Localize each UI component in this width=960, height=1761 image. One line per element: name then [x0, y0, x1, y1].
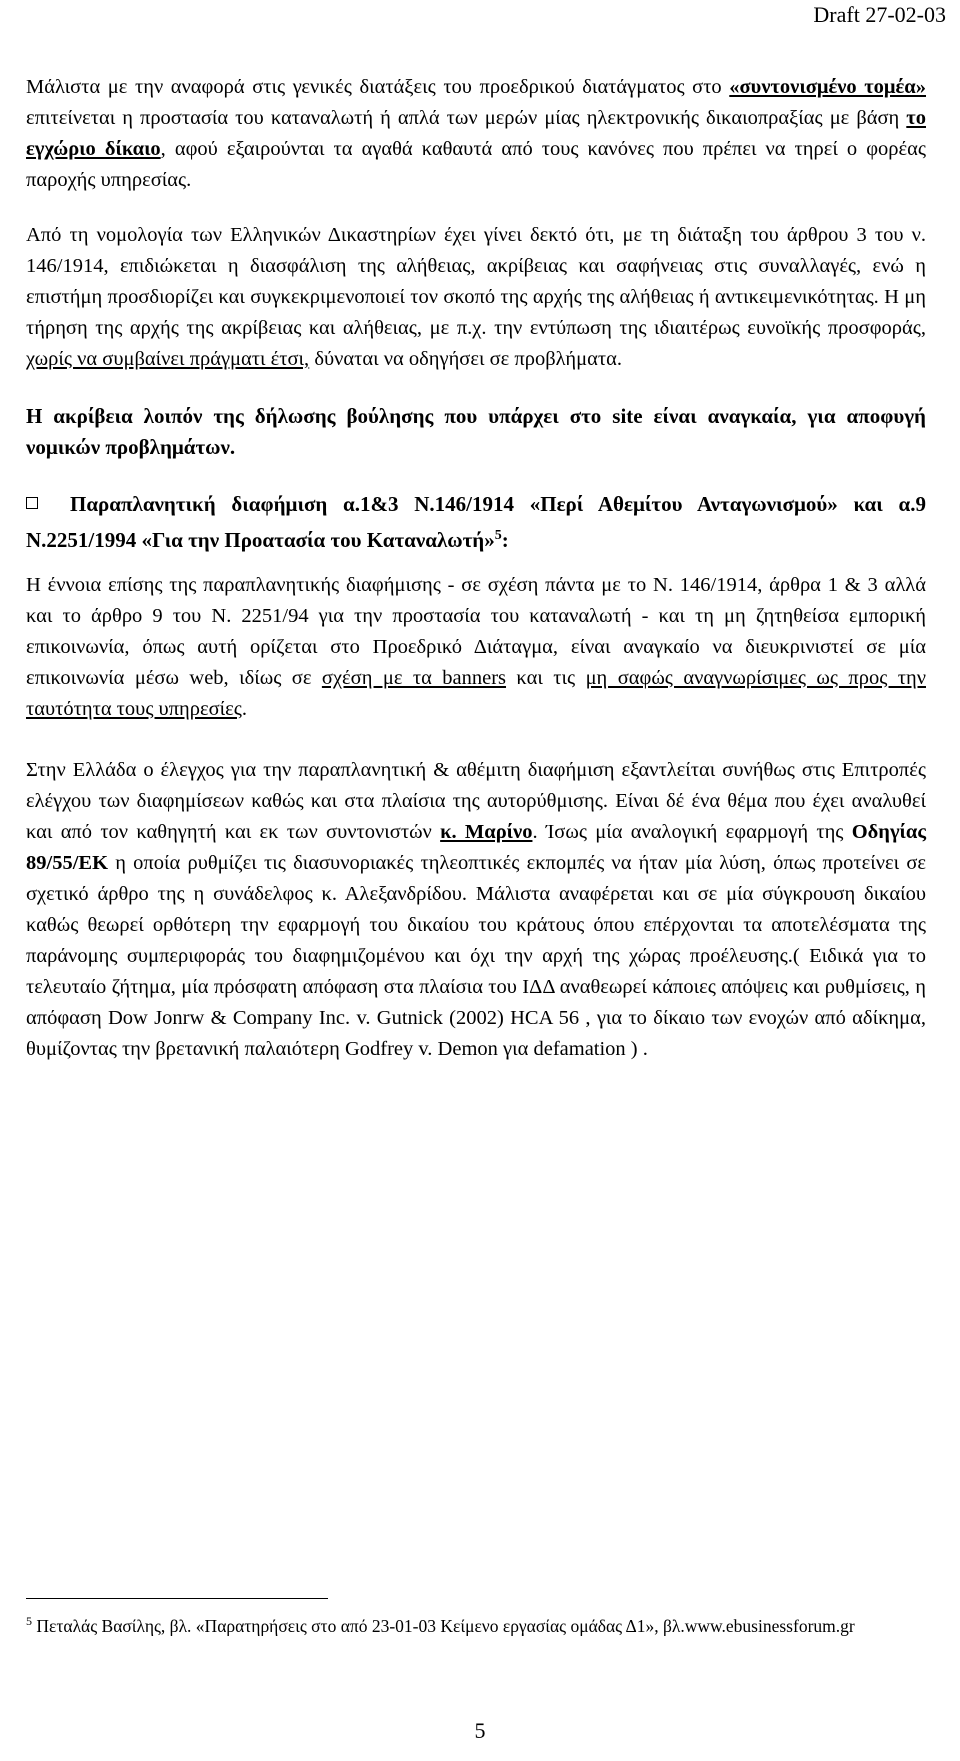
footnote-separator [26, 1598, 328, 1599]
draft-header: Draft 27-02-03 [813, 2, 946, 27]
p1-text-e: , αφού εξαιρούνται τα αγαθά καθαυτά από τους κανόνες που πρέπει να τηρεί ο φορέας παροχής υπηρεσίας. [26, 138, 926, 191]
checkbox-bullet-icon [26, 497, 38, 509]
bullet-heading-tail: : [501, 528, 509, 552]
paragraph-greece-control [26, 755, 926, 1065]
bullet-misleading-advertising [26, 489, 926, 556]
directive-name: Οδηγίας 89/55/ΕΚ [26, 821, 926, 874]
p2-underlined-phrase: χωρίς να συμβαίνει πράγματι έτσι, [26, 348, 310, 370]
page-number: 5 [474, 1718, 486, 1743]
paragraph-accuracy-statement: Η ακρίβεια λοιπόν της δήλωσης βούλησης που υπάρχει στο site είναι αναγκαία, για αποφυγή νομικών προβλημάτων. [26, 404, 926, 459]
p2-text-c: δύναται να οδηγήσει σε προβλήματα. [309, 348, 622, 370]
banners-phrase: σχέση με τα banners [321, 667, 507, 689]
footnote-number: 5 [26, 1614, 32, 1628]
p1-text-c: επιτείνεται η προστασία του καταναλωτή ή απλά των μερών μίας ηλεκτρονικής δικαιοπραξίας με βάση [26, 107, 907, 129]
p5-text-c: . Ίσως μία αναλογική εφαρμογή της [532, 821, 852, 843]
p2-text-a: Από τη νομολογία των Ελληνικών Δικαστηρίων έχει γίνει δεκτό ότι, με τη διάταξη του άρθρου 3 του ν. 146/1914, επιδιώκεται η διασφάλιση της αλήθειας, ακρίβειας και σαφήνειας στις συναλλαγές, ενώ η επιστήμη προσδιορίζει και συγκεκριμενοποιεί τον σκοπό της αρχής της αλήθειας ή αντικειμενικότητας. Η μη τήρηση της αρχής της ακρίβειας και αλήθειας, με π.χ. την εντύπωση της ιδιαιτέρως ευνοϊκής προσφοράς, [26, 224, 926, 339]
bullet-heading [26, 489, 926, 556]
footnote-reference: 5 [494, 528, 502, 543]
body-text [26, 72, 926, 1065]
coordinated-field-term: «συντονισμένο τομέα» [729, 76, 926, 98]
p1-text-a: Μάλιστα με την αναφορά στις γενικές διατάξεις του προεδρικού διατάγματος στο [26, 76, 730, 98]
p5-text-e: η οποία ρυθμίζει τις διασυνοριακές τηλεοπτικές εκπομπές να ήταν μία λύση, όπως προτείνει σε σχετικό άρθρο της η συνάδελφος κ. Αλεξανδρίδου. Μάλιστα αναφέρεται και σε μία σύγκρουση δικαίου καθώς θεωρεί ορθότερη την εφαρμογή του δικαίου του κράτους όπου επέρχονται τα αποτελέσματα της παράνομης συμπεριφοράς του διαφημιζομένου και όχι την αρχή της χώρας προέλευσης.( Ειδικά για το τελευταίο ζήτημα, μία πρόσφατη απόφαση στα πλαίσια του ΙΔΔ αναθεωρεί κάποιες απόψεις και ρυθμίσεις, η απόφαση Dow Jonrw & Company Inc. v. Gutnick (2002) HCA 56 , για το δίκαιο των ενοχών από αδίκημα, θυμίζοντας την βρετανική παλαιότερη Godfrey v. Demon για defamation ) . [26, 852, 926, 1060]
p4-text-c: και τις [506, 667, 586, 689]
p4-text-a: Η έννοια επίσης της παραπλανητικής διαφήμισης - σε σχέση πάντα με το Ν. 146/1914, άρθρα 1 & 3 αλλά και το άρθρο 9 του Ν. 2251/94 για την προστασία του καταναλωτή - και τη μη ζητηθείσα εμπορική επικοινωνία, όπως αυτή ορίζεται στο Προεδρικό Διάταγμα, είναι αναγκαίο να διευκρινιστεί σε μία επικοινωνία μέσω web, ιδίως σε [26, 574, 926, 689]
paragraph-coordinated-field [26, 72, 926, 196]
p4-text-e: . [241, 698, 248, 720]
domestic-law-term: το εγχώριο δίκαιο [26, 107, 926, 160]
marinos-name: κ. Μαρίνο [440, 821, 533, 843]
bullet-heading-text: Παραπλανητική διαφήμιση α.1&3 Ν.146/1914 «Περί Αθεμίτου Ανταγωνισμού» και α.9 Ν.2251/1994 «Για την Προατασία του Καταναλωτή» [26, 492, 926, 552]
p5-text-a: Στην Ελλάδα ο έλεγχος για την παραπλανητική & αθέμιτη διαφήμιση εξαντλείται συνήθως στις Επιτροπές ελέγχου των διαφημίσεων καθώς και στα πλαίσια της αυτορύθμισης. Είναι δέ ένα θέμα που έχει αναλυθεί και από τον καθηγητή και εκ των συντονιστών [26, 759, 926, 843]
paragraph-case-law [26, 220, 926, 375]
footnote [26, 1608, 926, 1639]
paragraph-misleading-advertising [26, 570, 926, 725]
services-identity-phrase: μη σαφώς αναγνωρίσιμες ως προς την ταυτότητα τους υπηρεσίες [26, 667, 926, 720]
footnote-text: Πεταλάς Βασίλης, βλ. «Παρατηρήσεις στο από 23-01-03 Κείμενο εργασίας ομάδας Δ1», βλ.www.ebusinessforum.gr [32, 1615, 855, 1636]
